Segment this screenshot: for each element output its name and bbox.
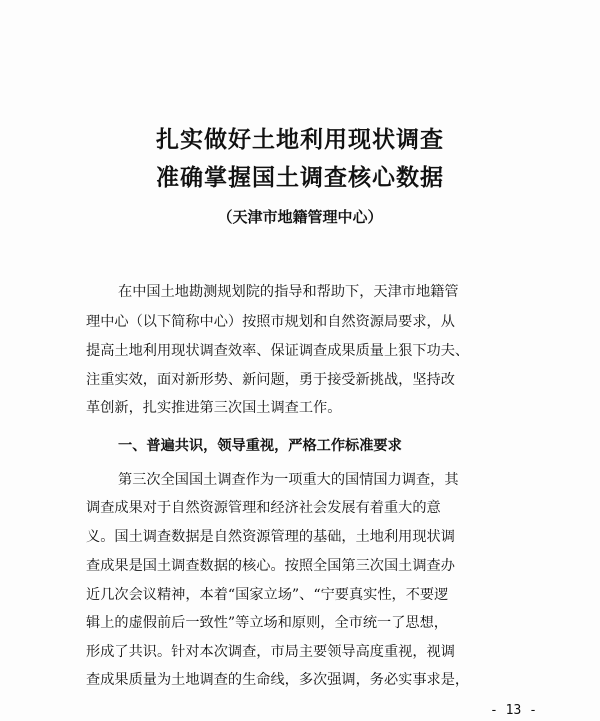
subtitle: （天津市地籍管理中心） <box>217 208 383 226</box>
title-line-1: 扎实做好土地利用现状调查 <box>156 127 444 153</box>
page-number: - 13 - <box>490 703 537 718</box>
para1-line-1: 在中国土地勘测规划院的指导和帮助下，天津市地籍管 <box>118 284 459 300</box>
para2-line-5: 近几次会议精神，本着“国家立场”、“宁要真实性，不要逻 <box>86 587 449 603</box>
title-line-2: 准确掌握国土调查核心数据 <box>156 165 444 191</box>
para1-line-2: 理中心（以下简称中心）按照市规划和自然资源局要求，从 <box>86 314 455 330</box>
para1-line-3: 提高土地利用现状调查效率、保证调查成果质量上狠下功夫、 <box>86 343 470 359</box>
para2-line-2: 调查成果对于自然资源管理和经济社会发展有着重大的意 <box>86 500 441 516</box>
para1-line-5: 革创新，扎实推进第三次国土调查工作。 <box>86 400 342 416</box>
para2-line-7: 形成了共识。针对本次调查，市局主要领导高度重视，视调 <box>86 644 455 660</box>
para2-line-4: 查成果是国土调查数据的核心。按照全国第三次国土调查办 <box>86 558 455 574</box>
para2-line-6: 辑上的虚假前后一致性”等立场和原则，全市统一了思想， <box>86 615 448 631</box>
para2-line-1: 第三次全国国土调查作为一项重大的国情国力调查，其 <box>118 472 459 488</box>
para1-line-4: 注重实效，面对新形势、新问题，勇于接受新挑战，坚持改 <box>86 372 455 388</box>
para2-line-3: 义。国土调查数据是自然资源管理的基础，土地利用现状调 <box>86 529 455 545</box>
para2-line-8: 查成果质量为土地调查的生命线，多次强调，务必实事求是， <box>86 672 470 688</box>
section-heading-1: 一、普遍共识，领导重视，严格工作标准要求 <box>118 438 402 454</box>
